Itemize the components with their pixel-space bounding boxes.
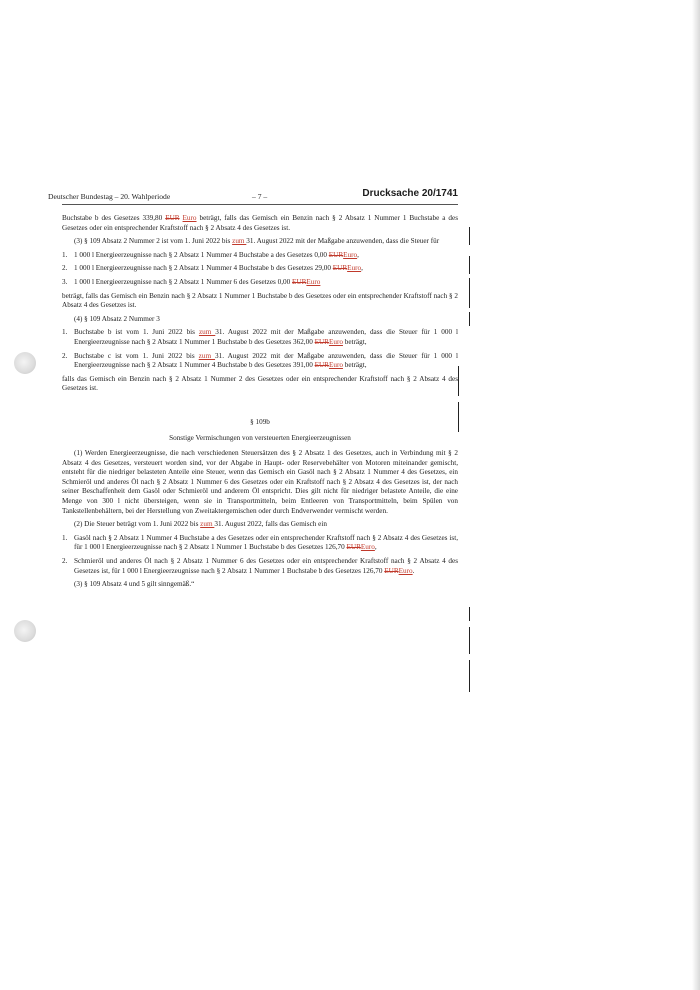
inserted-text: Euro (347, 264, 362, 273)
text-run: 31. August 2022 mit der Maßgabe anzuwenden, dass die Steuer für (246, 237, 440, 246)
list-item (62, 352, 458, 371)
inserted-text: Euro (328, 337, 343, 346)
text-run: beträgt, (342, 337, 367, 346)
inserted-text: Euro (360, 543, 375, 552)
text-run: (2) Die Steuer beträgt vom 1. Juni 2022 bis (74, 520, 201, 529)
inserted-text: Euro (398, 566, 413, 575)
page-header (48, 188, 458, 205)
change-bar (469, 660, 470, 692)
text-run: 31. August 2022, falls das Gemisch ein (214, 520, 327, 529)
intro-paragraph (62, 214, 458, 233)
deleted-text: EUR (346, 543, 361, 552)
page-number: – 7 – (252, 192, 268, 201)
deleted-text: EUR (328, 250, 344, 259)
text-run: , (361, 264, 363, 273)
list-number: 1. (62, 328, 68, 337)
inserted-text: zum (198, 351, 216, 360)
inserted-text: Euro (182, 214, 197, 222)
inserted-text: zum (200, 520, 215, 529)
punch-hole-bottom (14, 620, 36, 642)
list-item (62, 534, 458, 553)
inserted-text: Euro (343, 250, 358, 259)
list-item (62, 557, 458, 576)
inserted-text: zum (198, 328, 216, 337)
text-run: 1 000 l Energieerzeugnisse nach § 2 Absatz 1 Nummer 4 Buchstabe a des Gesetzes 0,00 (74, 250, 329, 259)
document-page (48, 188, 458, 594)
list-item (62, 278, 458, 288)
deleted-text: EUR (384, 566, 399, 575)
list-item (62, 264, 458, 274)
document-number-value: 20/1741 (421, 188, 458, 199)
section-paragraph-2 (62, 520, 458, 530)
document-number (362, 189, 458, 199)
text-run: , (357, 250, 359, 259)
deleted-text: EUR (292, 277, 307, 286)
list-number: 2. (62, 264, 68, 273)
inserted-text: zum (232, 237, 247, 246)
text-run: 1 000 l Energieerzeugnisse nach § 2 Absatz 1 Nummer 4 Buchstabe b des Gesetzes 29,00 (74, 264, 333, 273)
text-run: beträgt, falls das Gemisch ein Benzin nach § 2 Absatz 1 Nummer 1 Buchstabe a des Gesetzes oder ein entsprechender Kraftstoff nach § 2 Absatz 4 des Gesetzes ist. (62, 214, 458, 232)
inserted-text: Euro (306, 277, 321, 286)
text-run: Buchstabe c ist vom 1. Juni 2022 bis (74, 351, 199, 360)
deleted-text: EUR (314, 361, 329, 370)
paragraph-3-closing: beträgt, falls das Gemisch ein Benzin nach § 2 Absatz 1 Nummer 1 Buchstabe b des Gesetzes oder ein entsprechender Kraftstoff nach § 2 Absatz 4 des Gesetzes ist. (62, 291, 458, 310)
deleted-text: EUR (314, 337, 329, 346)
paragraph-4-closing: falls das Gemisch ein Benzin nach § 2 Absatz 1 Nummer 2 des Gesetzes oder ein entsprechender Kraftstoff nach § 2 Absatz 4 des Gesetzes ist. (62, 374, 458, 393)
section-paragraph-3: (3) § 109 Absatz 4 und 5 gilt sinngemäß.“ (74, 580, 195, 589)
list-item (62, 251, 458, 261)
punch-hole-top (14, 352, 36, 374)
text-run: , (374, 543, 377, 552)
text-run: Buchstabe b des Gesetzes 339,80 (62, 214, 166, 222)
document-label: Drucksache (362, 188, 420, 199)
text-run: Buchstabe b ist vom 1. Juni 2022 bis (74, 328, 199, 337)
text-run: (3) § 109 Absatz 2 Nummer 2 ist vom 1. Juni 2022 bis (74, 237, 233, 246)
inserted-text: Euro (328, 361, 343, 370)
change-bar (469, 312, 470, 326)
page-edge-shadow (692, 0, 700, 990)
section-number: § 109b (250, 417, 270, 426)
text-run: 31. August 2022 mit der Maßgabe anzuwenden, dass die Steuer für 1 000 l Energieerzeugnisse nach § 2 Absatz 1 Nummer 4 Buchstabe b des Gesetzes 391,00 (74, 351, 458, 370)
deleted-text: EUR (332, 264, 348, 273)
change-bar (458, 366, 459, 396)
list-number: 1. (62, 250, 68, 259)
text-run: Gasöl nach § 2 Absatz 1 Nummer 4 Buchstabe a des Gesetzes oder ein entsprechender Kraftstoff nach § 2 Absatz 4 des Gesetzes ist, für 1 000 l Energieerzeugnisse nach § 2 Absatz 1 Nummer 1 Buchstabe b des Gesetzes 126,70 (74, 533, 458, 552)
section-paragraph-1: (1) Werden Energieerzeugnisse, die nach verschiedenen Steuersätzen des § 2 Absatz 1 des Gesetzes, auch in Verbindung mit § 2 Absatz 4 des Gesetzes, versteuert worden sind, vor der Abgabe in Haupt- oder Reservebehälter von Motoren miteinander gemischt, entsteht für die niedriger belasteten Anteile eine Steuer, wenn das Gemisch ein Gasöl nach § 2 Absatz 1 Nummer 4 des Gesetzes, ein Schmieröl und anderes Öl nach § 2 Absatz 1 Nummer 6 des Gesetzes oder ein Kraftstoff nach § 2 Absatz 4 des Gesetzes ist, der nach seiner Beschaffenheit dem Gasöl oder Schmieröl und anderem Öl entspricht. Dies gilt nicht für niedriger belastete Anteile, die eine Menge von 300 l nicht übersteigen, wenn sie in Transportmitteln, beim Entleeren von Transportmitteln, beim Spülen von Tankstellenbehältern, bei der Herstellung von Zweitaktergemischen oder durch Endverwender vermischt werden. (62, 449, 458, 515)
list-number: 2. (62, 351, 68, 360)
text-run: beträgt, (342, 361, 367, 370)
text-run: 31. August 2022 mit der Maßgabe anzuwenden, dass die Steuer für 1 000 l Energieerzeugnisse nach § 2 Absatz 1 Nummer 1 Buchstabe b des Gesetzes 362,00 (74, 328, 458, 346)
change-bar (469, 256, 470, 274)
change-bar (469, 227, 470, 245)
text-run: 1 000 l Energieerzeugnisse nach § 2 Absatz 1 Nummer 6 des Gesetzes 0,00 (74, 277, 293, 286)
change-bar (469, 607, 470, 621)
list-number: 1. (62, 533, 68, 542)
change-bar (469, 627, 470, 654)
deleted-text: EUR (165, 214, 180, 222)
list-number: 3. (62, 277, 68, 286)
list-item (62, 328, 458, 347)
change-bar (458, 402, 459, 432)
list-number: 2. (62, 557, 68, 566)
section-title: Sonstige Vermischungen von versteuerten Energieerzeugnissen (169, 433, 351, 442)
text-run: Schmieröl und anderes Öl nach § 2 Absatz 1 Nummer 6 des Gesetzes oder ein entsprechender Kraftstoff nach § 2 Absatz 4 des Gesetzes ist, für 1 000 l Energieerzeugnisse nach § 2 Absatz 1 Nummer 1 Buchstabe b des Gesetzes 126,70 (74, 557, 458, 575)
header-left: Deutscher Bundestag – 20. Wahlperiode (48, 192, 171, 201)
change-bar (469, 278, 470, 308)
paragraph-3 (62, 237, 458, 247)
paragraph-4: (4) § 109 Absatz 2 Nummer 3 (74, 314, 160, 323)
text-run: . (412, 566, 415, 575)
